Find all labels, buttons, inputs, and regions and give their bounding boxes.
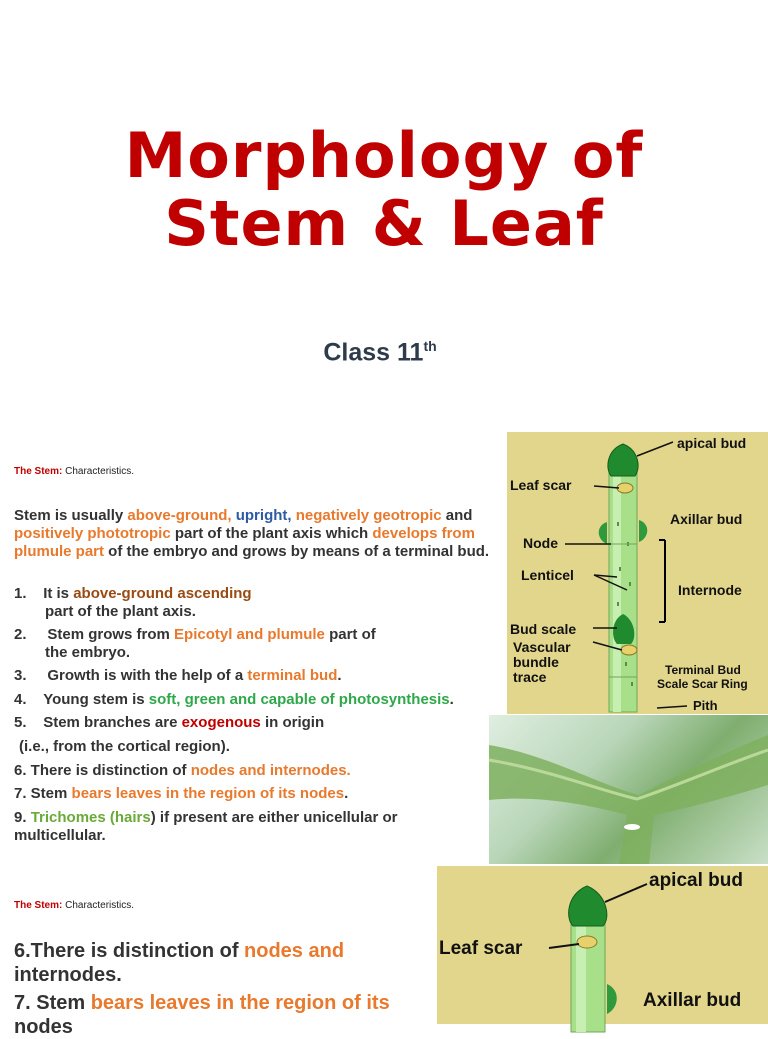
title-line-2: Stem & Leaf [164,187,604,260]
text-run: 6. There is distinction of [14,762,191,779]
big-line-2: internodes. [14,964,122,986]
text-run: plumule part [14,543,105,560]
section-label-rest: Characteristics. [65,900,135,911]
text-run: above-ground, [127,507,236,524]
text-run: above-ground ascending [73,585,252,602]
list-number: 4. [14,691,27,708]
stem-diagram-zoomed [437,866,768,1024]
text-run: nodes and [244,940,345,962]
list-number: 3. [14,667,27,684]
text-run: Stem is usually [14,507,128,524]
text-run: 6.There is distinction of [14,940,245,962]
section-label-rest: Characteristics. [65,466,135,477]
text-run: Stem branches are [43,714,182,731]
axillary-bud-icon [599,522,607,544]
stem-highlight [613,472,621,712]
subtitle-text: Class 11 [323,338,424,367]
vascular-label-line-2: bundle [513,654,559,670]
text-run: nodes and internodes. [190,762,351,779]
list-item [14,785,348,803]
list-item [14,691,454,709]
axillar-bud-label: Axillar bud [643,990,742,1011]
axillary-bud-icon [639,520,647,542]
list-item-continuation: part of the plant axis. [45,603,196,620]
section-label [14,900,134,911]
stem-characteristics-slide-2 [0,864,768,1038]
list-item-continuation: multicellular. [14,827,106,844]
leaf-scar-icon [617,483,633,493]
apical-bud-label: apical bud [649,870,743,891]
axillar-bud-label: Axillar bud [670,511,743,527]
bud-scale-label: Bud scale [510,621,577,637]
leaf-scar-label: Leaf scar [439,938,523,959]
axillary-bud-icon [607,984,617,1014]
stem-diagram-figure [507,432,768,714]
stem-diagram [507,432,768,714]
terminal-bud-label-line-2: Scale Scar Ring [657,677,748,691]
text-run: soft, green and capable of photosynthesis [148,691,450,708]
apical-bud-label: apical bud [677,435,747,451]
title-slide [0,0,768,428]
big-line-1 [14,940,344,963]
text-run: part of [324,626,376,643]
hairy-stem-photo [489,715,768,864]
vascular-label-line-1: Vascular [513,639,571,655]
text-run: Epicotyl and plumule [174,626,325,643]
list-item [14,714,324,732]
list-number: 1. [14,585,27,602]
intro-paragraph [14,507,574,561]
text-run: develops from [372,525,475,542]
vascular-trace-icon [621,645,637,655]
intro-line-1 [14,507,574,525]
text-run: upright, [235,507,296,524]
lenticel-label: Lenticel [521,567,574,583]
internode-label: Internode [678,582,742,598]
subtitle-superscript: th [423,338,437,354]
list-item-continuation: the embryo. [45,644,131,661]
text-run: bears leaves in the region of its [90,992,390,1014]
text-run: terminal bud [247,667,338,684]
text-run: . [344,785,349,802]
leaf-scar-icon [577,936,597,948]
section-label [14,466,134,477]
hairy-stem-illustration [489,715,768,864]
text-run: Stem grows from [43,626,175,643]
list-number: 5. [14,714,27,731]
text-run: of the embryo and grows by means of a terminal bud. [104,543,490,560]
text-run: in origin [260,714,325,731]
intro-line-3 [14,543,574,561]
slide-title [0,119,768,260]
big-line-3 [14,992,390,1015]
terminal-bud-label-line-1: Terminal Bud [665,663,741,677]
list-item [14,585,252,603]
text-run: Growth is with the help of a [43,667,248,684]
text-run: ) if present are either unicellular or [150,809,398,826]
pith-label: Pith [693,698,718,713]
apical-bud-icon [608,444,638,476]
vascular-label-line-3: trace [513,669,547,685]
apical-bud-icon [569,886,607,926]
text-run: positively phototropic [14,525,171,542]
list-item-continuation: (i.e., from the cortical region). [19,738,230,755]
text-run: bears leaves in the region of its nodes [71,785,345,802]
text-run: Young stem is [43,691,149,708]
text-run: and [441,507,473,524]
stem-diagram-figure-2 [437,866,768,1024]
intro-line-2 [14,525,574,543]
text-run: 7. Stem [14,785,72,802]
list-item [14,762,351,780]
text-run: 7. Stem [14,992,91,1014]
leaf-scar-label: Leaf scar [510,477,572,493]
text-run: . [337,667,342,684]
title-line-1: Morphology of [124,119,644,192]
text-run: negatively geotropic [295,507,442,524]
text-run: part of the plant axis which [170,525,373,542]
text-run: It is [43,585,74,602]
list-item [14,667,342,685]
node-label: Node [523,535,558,551]
slide-subtitle [0,338,760,367]
section-label-bold: The Stem: [14,466,63,477]
text-run: exogenous [181,714,261,731]
list-item [14,809,397,827]
stem-characteristics-slide [0,428,768,864]
big-line-4: nodes [14,1016,73,1038]
list-item [14,626,376,644]
internode-bracket [659,540,665,622]
text-run: 9. [14,809,31,826]
list-number: 2. [14,626,27,643]
text-run: Trichomes (hairs [30,809,151,826]
section-label-bold: The Stem: [14,900,63,911]
text-run: . [449,691,454,708]
